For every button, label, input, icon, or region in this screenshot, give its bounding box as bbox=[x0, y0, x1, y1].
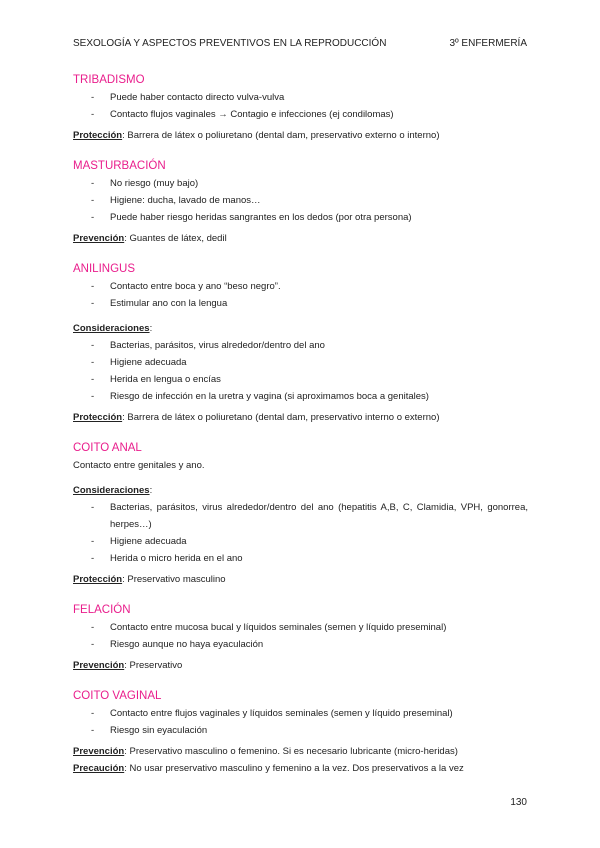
subhead-suffix: : bbox=[149, 323, 153, 334]
section-title: COITO ANAL bbox=[73, 442, 142, 454]
note-text: : Preservativo masculino o femenino. Si es necesario lubricante (micro-heridas) bbox=[124, 746, 458, 757]
prevention-note bbox=[73, 230, 528, 247]
note-label: Protección bbox=[73, 130, 123, 141]
list-item: - Contacto entre boca y ano “beso negro”. bbox=[73, 278, 528, 295]
bullet-list bbox=[73, 175, 528, 226]
list-item: - Puede haber contacto directo vulva-vulva bbox=[73, 89, 528, 106]
list-item: - Higiene adecuada bbox=[73, 354, 528, 371]
list-item: - Riesgo sin eyaculación bbox=[73, 722, 528, 739]
precaution-note bbox=[73, 760, 528, 777]
list-item: - Higiene adecuada bbox=[73, 533, 528, 550]
note-text: : Preservativo bbox=[124, 660, 183, 671]
prevention-note bbox=[73, 743, 528, 760]
header-subject: SEXOLOGÍA Y ASPECTOS PREVENTIVOS EN LA REPRODUCCIÓN bbox=[73, 38, 387, 49]
considerations-heading bbox=[73, 482, 528, 499]
subhead-suffix: : bbox=[149, 485, 153, 496]
protection-note bbox=[73, 127, 528, 144]
section-anilingus bbox=[73, 261, 528, 426]
bullet-list bbox=[73, 89, 528, 123]
section-title: TRIBADISMO bbox=[73, 74, 145, 86]
list-item: - Puede haber riesgo heridas sangrantes en los dedos (por otra persona) bbox=[73, 209, 528, 226]
header-course: 3º ENFERMERÍA bbox=[449, 38, 527, 49]
note-text: : Preservativo masculino bbox=[122, 574, 226, 585]
considerations-list bbox=[73, 337, 528, 405]
note-label: Prevención bbox=[73, 746, 125, 757]
bullet-list bbox=[73, 705, 528, 739]
section-felacion bbox=[73, 602, 528, 674]
bullet-list bbox=[73, 619, 528, 653]
note-label: Precaución bbox=[73, 763, 125, 774]
section-tribadismo bbox=[73, 72, 528, 144]
list-item: - Bacterias, parásitos, virus alrededor/dentro del ano (hepatitis A,B, C, Clamidia, VPH, gonorrea, herpes…) bbox=[73, 499, 528, 533]
note-text: : Guantes de látex, dedil bbox=[124, 233, 227, 244]
section-title: MASTURBACIÓN bbox=[73, 160, 166, 172]
list-item: - Riesgo aunque no haya eyaculación bbox=[73, 636, 528, 653]
note-label: Prevención bbox=[73, 233, 125, 244]
list-item: - Bacterias, parásitos, virus alrededor/dentro del ano bbox=[73, 337, 528, 354]
note-text: : Barrera de látex o poliuretano (dental dam, preservativo interno o externo) bbox=[122, 412, 440, 423]
list-item: - No riesgo (muy bajo) bbox=[73, 175, 528, 192]
section-title: FELACIÓN bbox=[73, 604, 131, 616]
subhead-label: Consideraciones bbox=[73, 485, 150, 496]
section-coito-vaginal bbox=[73, 688, 528, 777]
section-coito-anal bbox=[73, 440, 528, 588]
list-item: - Estimular ano con la lengua bbox=[73, 295, 528, 312]
list-item: - Herida o micro herida en el ano bbox=[73, 550, 528, 567]
section-title: ANILINGUS bbox=[73, 263, 135, 275]
page-number: 130 bbox=[510, 797, 527, 808]
list-item: - Herida en lengua o encías bbox=[73, 371, 528, 388]
list-item: - Contacto entre mucosa bucal y líquidos seminales (semen y líquido preseminal) bbox=[73, 619, 528, 636]
page-header bbox=[73, 38, 527, 52]
considerations-list bbox=[73, 499, 528, 567]
note-text: : Barrera de látex o poliuretano (dental dam, preservativo externo o interno) bbox=[122, 130, 440, 141]
section-title: COITO VAGINAL bbox=[73, 690, 162, 702]
list-item: - Higiene: ducha, lavado de manos… bbox=[73, 192, 528, 209]
note-label: Protección bbox=[73, 574, 123, 585]
prevention-note bbox=[73, 657, 528, 674]
note-text: : No usar preservativo masculino y femenino a la vez. Dos preservativos a la vez bbox=[124, 763, 464, 774]
section-masturbacion bbox=[73, 158, 528, 247]
considerations-heading bbox=[73, 320, 528, 337]
note-label: Protección bbox=[73, 412, 123, 423]
list-item: - Contacto entre flujos vaginales y líquidos seminales (semen y líquido preseminal) bbox=[73, 705, 528, 722]
subhead-label: Consideraciones bbox=[73, 323, 150, 334]
page-content bbox=[73, 72, 528, 791]
protection-note bbox=[73, 409, 528, 426]
note-label: Prevención bbox=[73, 660, 125, 671]
protection-note bbox=[73, 571, 528, 588]
bullet-list bbox=[73, 278, 528, 312]
list-item: - Contacto flujos vaginales → Contagio e infecciones (ej condilomas) bbox=[73, 106, 528, 123]
section-intro: Contacto entre genitales y ano. bbox=[73, 460, 205, 471]
list-item: - Riesgo de infección en la uretra y vagina (si aproximamos boca a genitales) bbox=[73, 388, 528, 405]
